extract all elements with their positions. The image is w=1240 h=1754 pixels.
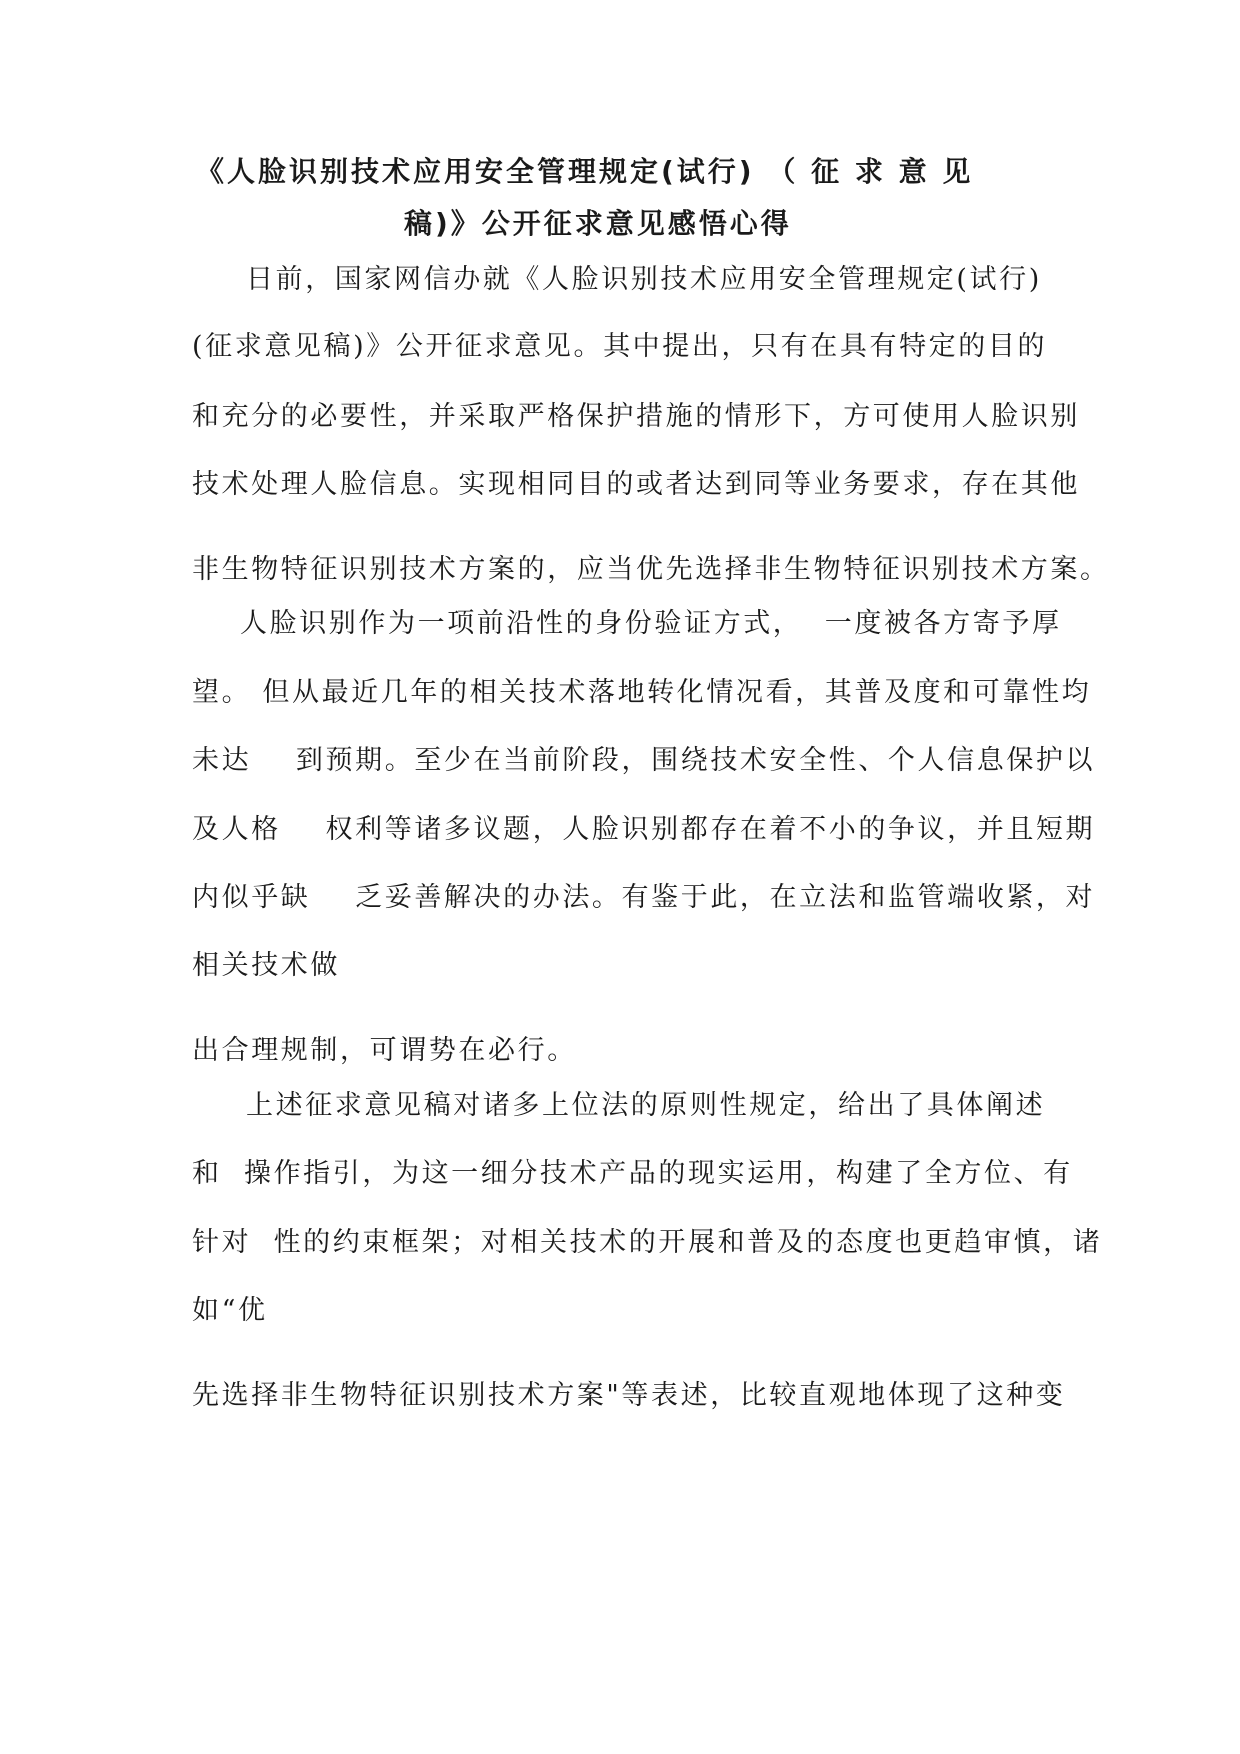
body-line: 先选择非生物特征识别技术方案"等表述，比较直观地体现了这种变 [192,1380,1066,1411]
body-line: 非生物特征识别技术方案的，应当优先选择非生物特征识别技术方案。 [192,554,1110,585]
document-title-line-2: 稿)》公开征求意见感悟心得 [404,207,792,240]
body-line: 针对 性的约束框架；对相关技术的开展和普及的态度也更趋审慎，诸 [192,1227,1103,1258]
body-line: 及人格 权利等诸多议题，人脸识别都存在着不小的争议，并且短期 [192,814,1096,845]
body-line: 人脸识别作为一项前沿性的身份验证方式， 一度被各方寄予厚 [240,608,1062,639]
body-line: 如“优 [192,1295,268,1326]
body-line: 相关技术做 [192,950,340,981]
body-line: 出合理规制，可谓势在必行。 [192,1035,577,1066]
document-title-line-1: 《人脸识别技术应用安全管理规定(试行) （ 征 求 意 见 [196,155,974,188]
body-line: 内似乎缺 乏妥善解决的办法。有鉴于此，在立法和监管端收紧，对 [192,882,1096,913]
body-line: 望。 但从最近几年的相关技术落地转化情况看，其普及度和可靠性均 [192,677,1092,708]
body-line: 日前，国家网信办就《人脸识别技术应用安全管理规定(试行) [246,264,1042,295]
body-line: 和充分的必要性，并采取严格保护措施的情形下，方可使用人脸识别 [192,401,1080,432]
body-line: 和 操作指引，为这一细分技术产品的现实运用，构建了全方位、有 [192,1158,1073,1189]
body-line: 上述征求意见稿对诸多上位法的原则性规定，给出了具体阐述 [246,1090,1046,1121]
body-line: 技术处理人脸信息。实现相同目的或者达到同等业务要求，存在其他 [192,469,1080,500]
body-line: 未达 到预期。至少在当前阶段，围绕技术安全性、个人信息保护以 [192,745,1096,776]
body-line: (征求意见稿)》公开征求意见。其中提出，只有在具有特定的目的 [192,331,1048,362]
